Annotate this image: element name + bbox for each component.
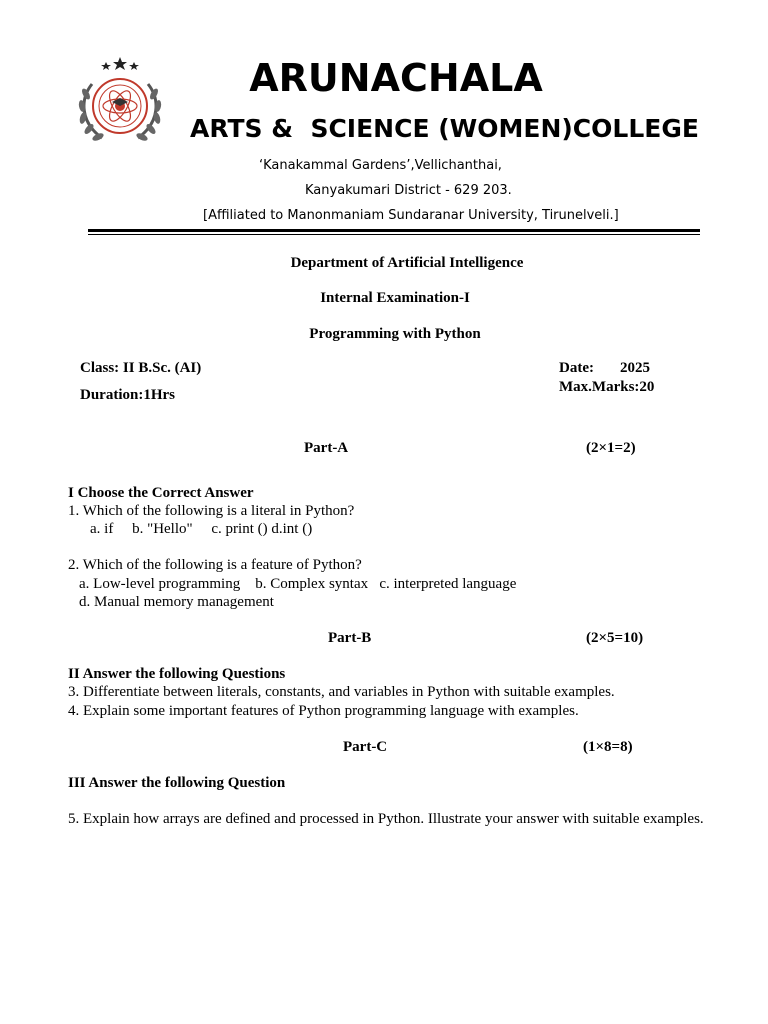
exam-title: Internal Examination-I — [320, 290, 470, 306]
question-2: 2. Which of the following is a feature of Python? — [68, 557, 362, 573]
part-c-marks: (1×8=8) — [583, 739, 633, 755]
question-2-options-line-1: a. Low-level programming b. Complex syntax c. interpreted language — [79, 576, 517, 592]
question-1: 1. Which of the following is a literal in Python? — [68, 503, 355, 519]
part-a-title: Part-A — [304, 440, 349, 456]
affiliation-line: [Affiliated to Manonmaniam Sundaranar University, Tirunelveli.] — [203, 208, 619, 223]
part-a-marks: (2×1=2) — [586, 440, 636, 456]
college-subtitle: ARTS & SCIENCE (WOMEN)COLLEGE — [190, 114, 699, 143]
header-divider-thick — [88, 229, 700, 232]
question-2-options-line-2: d. Manual memory management — [79, 594, 274, 610]
part-c-title: Part-C — [343, 739, 388, 755]
question-5: 5. Explain how arrays are defined and processed in Python. Illustrate your answer with suitable examples. — [68, 811, 704, 827]
date-label: Date: — [559, 360, 594, 376]
department-title: Department of Artificial Intelligence — [290, 255, 524, 271]
class-label: Class: II B.Sc. (AI) — [80, 360, 202, 376]
question-1-options: a. if b. "Hello" c. print () d.int () — [90, 521, 313, 537]
address-line-2: Kanyakumari District - 629 203. — [305, 183, 512, 198]
max-marks-label: Max.Marks:20 — [559, 379, 655, 395]
part-b-instruction: II Answer the following Questions — [68, 666, 286, 682]
date-value: 2025 — [620, 360, 650, 376]
part-c-instruction: III Answer the following Question — [68, 775, 286, 791]
part-b-marks: (2×5=10) — [586, 630, 644, 646]
question-3: 3. Differentiate between literals, constants, and variables in Python with suitable examples. — [68, 684, 615, 700]
header-divider-thin — [88, 234, 700, 235]
part-b-title: Part-B — [328, 630, 372, 646]
part-a-instruction: I Choose the Correct Answer — [68, 485, 254, 501]
question-4: 4. Explain some important features of Python programming language with examples. — [68, 703, 579, 719]
duration-label: Duration:1Hrs — [80, 387, 175, 403]
address-line-1: ‘Kanakammal Gardens’,Vellichanthai, — [259, 158, 502, 173]
college-name: ARUNACHALA — [249, 56, 543, 100]
subject-title: Programming with Python — [309, 326, 481, 342]
